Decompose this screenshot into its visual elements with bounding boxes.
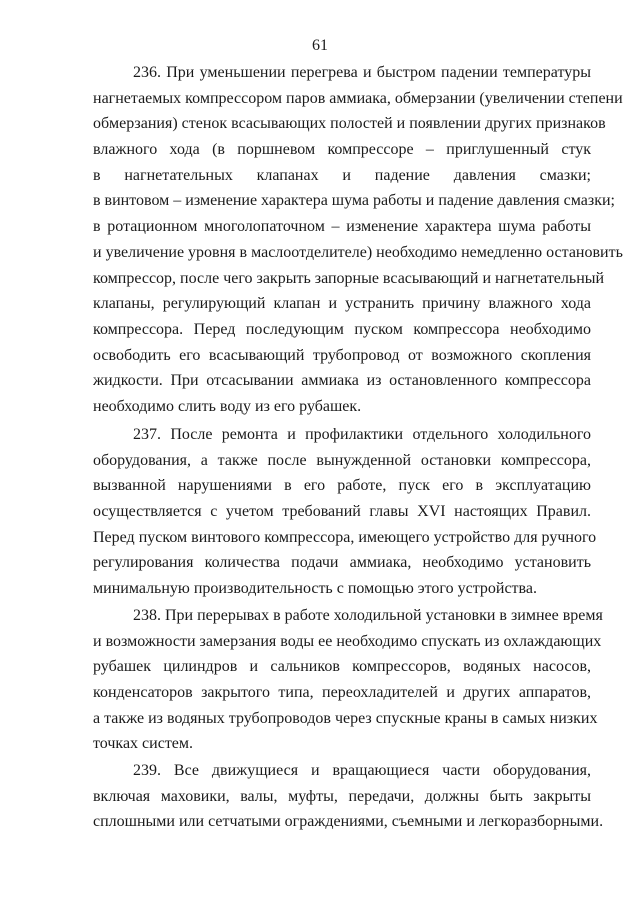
text-line: необходимо слить воду из его рубашек. [93, 397, 362, 415]
text-line: 236. При уменьшении перегрева и быстром падении температуры [133, 64, 591, 81]
text-line: в винтовом – изменение характера шума работы и падение давления смазки; [93, 192, 615, 210]
text-line: клапаны, регулирующий клапан и устранить причину влажного хода [93, 295, 591, 313]
paragraph-237 [93, 422, 597, 602]
text-line: регулирования количества подачи аммиака, необходимо установить [93, 554, 591, 572]
text-line: 237. После ремонта и профилактики отдельного холодильного [133, 426, 591, 443]
text-line: осуществляется с учетом требований главы XVI настоящих Правил. [93, 503, 592, 521]
text-line: и увеличение уровня в маслоотделителе) необходимо немедленно остановить [93, 243, 623, 261]
text-line: и возможности замерзания воды ее необходимо спускать из охлаждающих [93, 632, 602, 650]
text-line: нагнетаемых компрессором паров аммиака, обмерзании (увеличении степени [93, 89, 623, 107]
text-line: включая маховики, валы, муфты, передачи, должны быть закрыты [93, 787, 591, 805]
text-line: компрессора. Перед последующим пуском компрессора необходимо [93, 320, 591, 338]
text-line: обмерзания) стенок всасывающих полостей и появлении других признаков [93, 115, 606, 133]
paragraph-239 [93, 758, 604, 835]
text-line: минимальную производительность с помощью этого устройства. [93, 580, 537, 598]
text-line: сплошными или сетчатыми ограждениями, съемными и легкоразборными. [93, 813, 604, 831]
text-line: вызванной нарушениями в его работе, пуск его в эксплуатацию [93, 477, 591, 495]
page-number: 61 [312, 37, 328, 54]
text-line: компрессор, после чего закрыть запорные всасывающий и нагнетательный [93, 269, 605, 287]
text-line: 238. При перерывах в работе холодильной установки в зимнее время [133, 607, 603, 624]
text-line: влажного хода (в поршневом компрессоре – приглушенный стук [93, 141, 591, 159]
paragraph-236 [93, 60, 623, 420]
text-line: освободить его всасывающий трубопровод от возможного скопления [93, 346, 591, 364]
text-line: Перед пуском винтового компрессора, имеющего устройство для ручного [93, 528, 597, 546]
text-line: в нагнетательных клапанах и падение давления смазки; [93, 166, 591, 184]
text-line: а также из водяных трубопроводов через спускные краны в самых низких [93, 709, 598, 727]
text-line: оборудования, а также после вынужденной остановки компрессора, [93, 451, 591, 469]
text-line: точках систем. [93, 735, 194, 753]
text-line: жидкости. При отсасывании аммиака из остановленного компрессора [93, 372, 591, 390]
paragraph-238 [93, 603, 603, 757]
text-line: в ротационном многолопаточном – изменение характера шума работы [93, 218, 591, 236]
text-line: конденсаторов закрытого типа, переохладителей и других аппаратов, [93, 684, 591, 702]
text-line: 239. Все движущиеся и вращающиеся части оборудования, [133, 762, 591, 779]
text-line: рубашек цилиндров и сальников компрессоров, водяных насосов, [93, 658, 591, 676]
